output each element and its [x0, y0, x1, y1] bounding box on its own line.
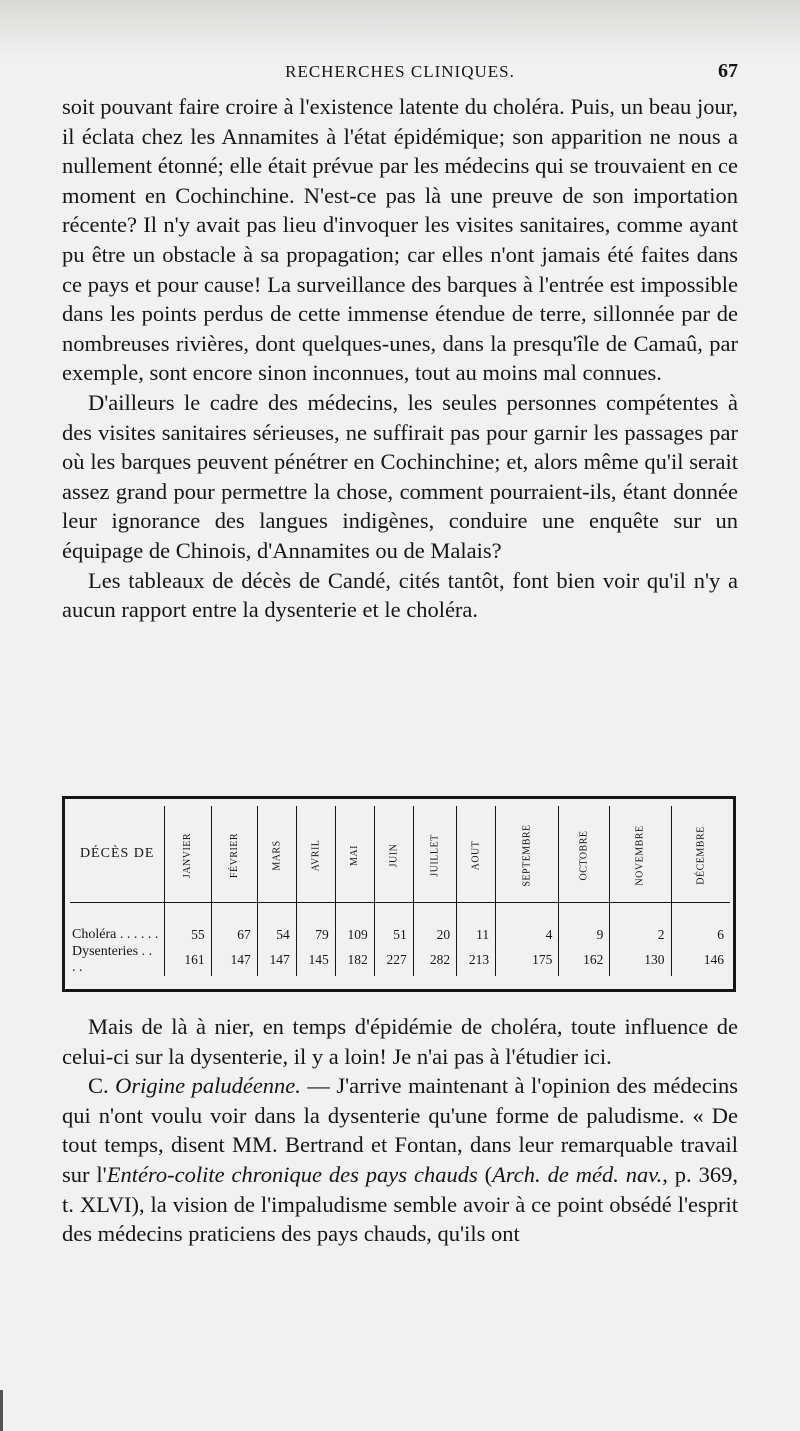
deaths-table-frame	[62, 796, 736, 992]
scan-edge-mark	[0, 1390, 3, 1431]
table-cell: 2	[610, 903, 671, 945]
table-cell: 6	[671, 903, 730, 945]
table-cell: 20	[413, 903, 456, 945]
table-cell: 54	[257, 903, 296, 945]
month-header: FÉVRIER	[228, 832, 240, 879]
table-cell: 109	[335, 903, 374, 945]
month-header: JANVIER	[182, 832, 194, 879]
running-head: RECHERCHES CLINIQUES.	[285, 62, 515, 81]
section-text: (	[477, 1161, 493, 1187]
scan-shadow	[0, 0, 800, 60]
cited-work-title: Entéro-colite chronique des pays chauds	[106, 1161, 478, 1187]
row-label: Choléra . . . . . .	[72, 926, 159, 942]
table-cell: 282	[413, 944, 456, 976]
table-cell: 67	[211, 903, 257, 945]
table-header-row	[70, 806, 730, 903]
cited-journal: Arch. de méd. nav.	[492, 1161, 663, 1187]
table-row-cholera	[70, 903, 730, 945]
table-label-header: DÉCÈS DE	[70, 806, 165, 903]
month-header: OCTOBRE	[578, 830, 590, 881]
month-header: AVRIL	[310, 839, 322, 872]
table-cell: 182	[335, 944, 374, 976]
table-cell: 175	[496, 944, 559, 976]
page-header	[62, 62, 738, 86]
page-number: 67	[718, 60, 738, 82]
table-cell: 55	[165, 903, 211, 945]
paragraph: Les tableaux de décès de Candé, cités tantôt, font bien voir qu'il n'y a aucun rapport entre la dysenterie et le choléra.	[62, 567, 738, 623]
table-cell: 145	[296, 944, 335, 976]
month-header: JUIN	[388, 843, 400, 868]
table-cell: 146	[671, 944, 730, 976]
month-header: MARS	[271, 840, 283, 871]
table-cell: 11	[457, 903, 496, 945]
month-header: SEPTEMBRE	[521, 824, 533, 887]
table-cell: 147	[211, 944, 257, 976]
paragraph: Mais de là à nier, en temps d'épidémie de choléra, toute influence de celui-ci sur la dysenterie, il y a loin! Je n'ai pas à l'étudier ici.	[62, 1014, 738, 1069]
section-text: , p. 369, t. XLVI), la vision de l'impaludisme semble avoir à ce point obsédé l'esprit des médecins praticiens des pays chauds, qu'ils ont	[62, 1161, 738, 1247]
table-cell: 161	[165, 944, 211, 976]
month-header: NOVEMBRE	[634, 825, 646, 886]
table-cell: 130	[610, 944, 671, 976]
body-text-bottom	[62, 1012, 738, 1249]
table-cell: 9	[559, 903, 610, 945]
month-header: MAI	[349, 845, 361, 866]
table-cell: 227	[374, 944, 413, 976]
table-cell: 51	[374, 903, 413, 945]
section-title: Origine paludéenne.	[115, 1073, 301, 1099]
month-header: DÉCEMBRE	[695, 826, 707, 885]
deaths-table	[70, 806, 730, 976]
paragraph: D'ailleurs le cadre des médecins, les seules personnes compétentes à des visites sanitaires sérieuses, ne suffirait pas pour garnir les passages par où les barques peuvent pénétrer en Cochinchine; et, alors même qu'il serait assez grand pour permettre la chose, comment pourraient-ils, étant donnée leur ignorance des langues indigènes, conduire une enquête sur un équipage de Chinois, d'Annamites ou de Malais?	[62, 389, 738, 563]
section-text: — J'arrive maintenant à l'opinion des médecins qui n'ont voulu voir dans la dysenterie qu'une forme de paludisme. « De tout temps, disent MM. Bertrand et Fontan, dans leur remarquable travail sur l'	[62, 1073, 738, 1187]
section-prefix: C.	[88, 1073, 116, 1099]
month-header: AOUT	[470, 840, 482, 871]
table-cell: 4	[496, 903, 559, 945]
table-cell: 147	[257, 944, 296, 976]
paragraph: soit pouvant faire croire à l'existence latente du choléra. Puis, un beau jour, il éclata chez les Annamites à l'état épidémique; son apparition ne nous a nullement étonné; elle était prévue par les médecins qui se trouvaient en ce moment en Cochinchine. N'est-ce pas là une preuve de son importation récente? Il n'y avait pas lieu d'invoquer les visites sanitaires, comme ayant pu être un obstacle à sa propagation; car elles n'ont jamais été faites dans ce pays et pour cause! La surveillance des barques à l'entrée est impossible dans les points perdus de cette immense étendue de terre, sillonnée par de nombreuses rivières, dont quelques-unes, dans la presqu'île de Camaû, par exemple, sont encore sinon inconnues, tout au moins mal connues.	[62, 94, 738, 386]
body-text-top	[62, 92, 738, 625]
row-label: Dysenteries . . . .	[72, 944, 153, 975]
table-cell: 79	[296, 903, 335, 945]
table-cell: 213	[457, 944, 496, 976]
month-header: JUILLET	[429, 834, 441, 877]
section-paragraph	[62, 1071, 738, 1249]
table-row-dysenteries	[70, 944, 730, 976]
table-cell: 162	[559, 944, 610, 976]
